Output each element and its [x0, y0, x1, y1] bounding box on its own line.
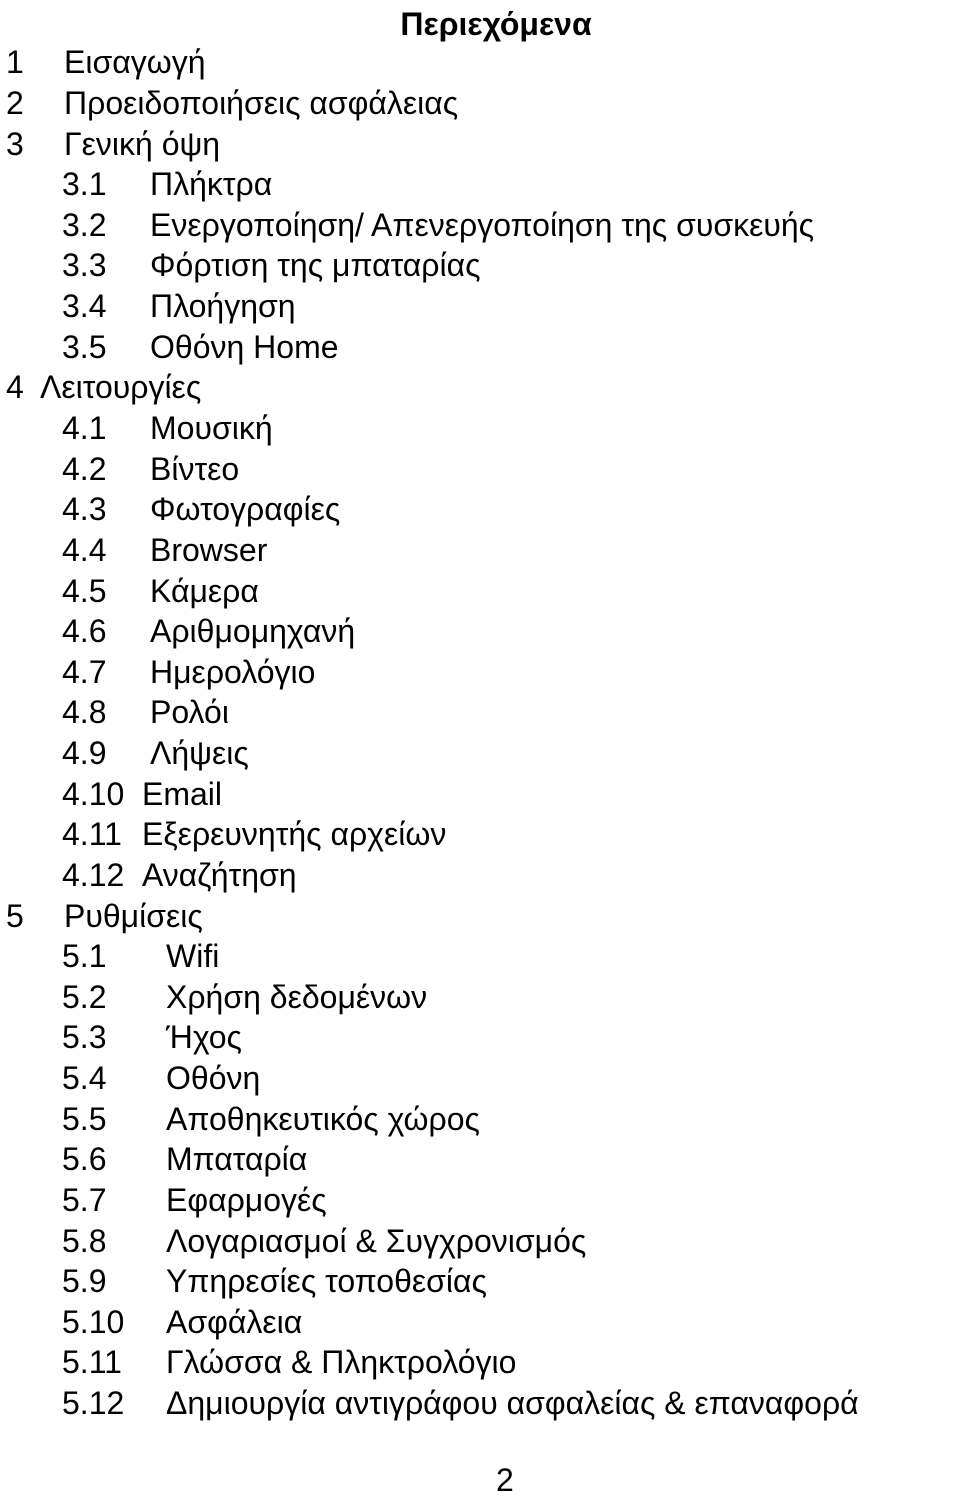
- toc-entry-title: Ημερολόγιο: [150, 654, 316, 690]
- toc-entry-title: Αποθηκευτικός χώρος: [166, 1101, 480, 1137]
- toc-entry-number: 4.6: [62, 613, 107, 649]
- toc-entry-number: 3.4: [62, 288, 107, 324]
- toc-entry-title: Φόρτιση της μπαταρίας: [150, 247, 481, 283]
- toc-entry-title: Ήχος: [166, 1019, 242, 1055]
- toc-entry-title: Αριθμομηχανή: [150, 613, 356, 649]
- toc-entry-number: 5.7: [62, 1182, 107, 1218]
- toc-entry-title: Ρολόι: [150, 694, 229, 730]
- toc-entry-title: Λήψεις: [150, 735, 249, 771]
- toc-entry-number: 1: [6, 44, 24, 80]
- toc-entry-title: Ενεργοποίηση/ Απενεργοποίηση της συσκευής: [150, 207, 815, 243]
- toc-entry-title: Φωτογραφίες: [150, 491, 341, 527]
- toc-entry-title: Χρήση δεδομένων: [166, 979, 428, 1015]
- toc-entry-number: 3.5: [62, 329, 107, 365]
- toc-entry-title: Λογαριασμοί & Συγχρονισμός: [166, 1223, 587, 1259]
- toc-entry-number: 5.3: [62, 1019, 107, 1055]
- toc-entry-title: Βίντεο: [150, 451, 240, 487]
- toc-entry-number: 5.6: [62, 1141, 107, 1177]
- toc-entry-number: 2: [6, 85, 24, 121]
- toc-entry-title: Πλοήγηση: [150, 288, 296, 324]
- toc-entry-number: 5.2: [62, 979, 107, 1015]
- toc-entry-title: Εισαγωγή: [64, 44, 206, 80]
- toc-entry-number: 4.7: [62, 654, 107, 690]
- toc-entry-number: 5.10: [62, 1304, 125, 1340]
- toc-entry-title: Λειτουργίες: [40, 369, 202, 405]
- toc-entry-number: 4.9: [62, 735, 107, 771]
- toc-entry-title: Browser: [150, 532, 268, 568]
- toc-entry-title: Υπηρεσίες τοποθεσίας: [166, 1263, 487, 1299]
- toc-entry-number: 4.12: [62, 857, 125, 893]
- toc-entry-title: Γλώσσα & Πληκτρολόγιο: [166, 1344, 517, 1380]
- toc-entry-number: 3.1: [62, 166, 107, 202]
- toc-entry-title: Wifi: [166, 938, 220, 974]
- toc-entry-title: Γενική όψη: [64, 126, 221, 162]
- toc-entry-title: Κάμερα: [150, 573, 259, 609]
- toc-entry-title: Δημιουργία αντιγράφου ασφαλείας & επαναφορά: [166, 1385, 859, 1421]
- toc-entry-number: 5.12: [62, 1385, 125, 1421]
- toc-entry-number: 5.4: [62, 1060, 107, 1096]
- toc-entry-title: Μουσική: [150, 410, 273, 446]
- toc-entry-number: 4.5: [62, 573, 107, 609]
- toc-entry-number: 3: [6, 126, 24, 162]
- toc-entry-number: 4.3: [62, 491, 107, 527]
- toc-entry-title: Αναζήτηση: [142, 857, 297, 893]
- toc-entry-number: 5: [6, 898, 24, 934]
- toc-entry-title: Ασφάλεια: [166, 1304, 303, 1340]
- toc-entry-number: 3.3: [62, 247, 107, 283]
- toc-entry-title: Πλήκτρα: [150, 166, 273, 202]
- page-title: Περιεχόμενα: [400, 6, 592, 42]
- toc-entry-number: 5.5: [62, 1101, 107, 1137]
- toc-entry-number: 4.10: [62, 776, 125, 812]
- toc-entry-title: Εφαρμογές: [166, 1182, 327, 1218]
- toc-entry-number: 4.8: [62, 694, 107, 730]
- toc-entry-title: Email: [142, 776, 223, 812]
- page-number: 2: [496, 1462, 514, 1498]
- toc-entry-number: 5.11: [62, 1344, 122, 1380]
- toc-entry-number: 4: [6, 369, 24, 405]
- toc-entry-number: 3.2: [62, 207, 107, 243]
- toc-entry-title: Εξερευνητής αρχείων: [142, 816, 447, 852]
- toc-entry-title: Οθόνη Home: [150, 329, 339, 365]
- toc-entry-number: 4.11: [62, 816, 122, 852]
- toc-entry-title: Οθόνη: [166, 1060, 261, 1096]
- toc-entry-title: Μπαταρία: [166, 1141, 308, 1177]
- toc-entry-number: 4.2: [62, 451, 107, 487]
- toc-entry-number: 4.4: [62, 532, 107, 568]
- toc-entry-number: 4.1: [62, 410, 107, 446]
- toc-entry-title: Ρυθμίσεις: [64, 898, 203, 934]
- toc-entry-number: 5.8: [62, 1223, 107, 1259]
- toc-entry-number: 5.1: [62, 938, 107, 974]
- toc-entry-title: Προειδοποιήσεις ασφάλειας: [64, 85, 459, 121]
- toc-entry-number: 5.9: [62, 1263, 107, 1299]
